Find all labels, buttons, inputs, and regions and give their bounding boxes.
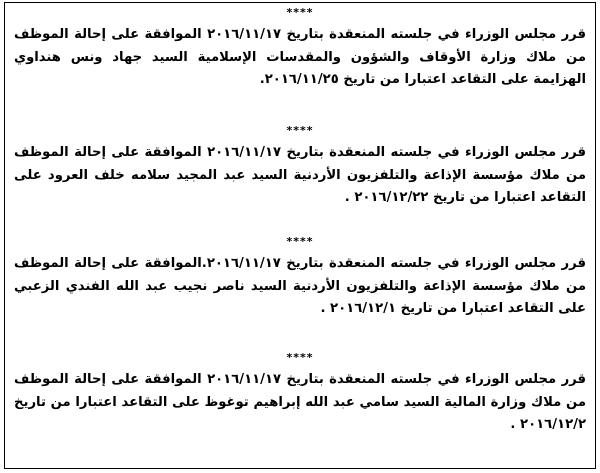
announcement-paragraph: قرر مجلس الوزراء في جلسته المنعقدة بتاريخ ٢٠١٦/١١/١٧.الموافقة على إحالة الموظف من ملاك مؤسسة الإذاعة والتلفزيون الأردنية السيد ناصر نجيب عبد الله الفندي الزعبي على التقاعد اعتبارا من تاريخ ٢٠١٦/١٢/١ .: [14, 256, 586, 316]
separator-stars: ****: [286, 6, 314, 19]
separator-stars: ****: [286, 235, 314, 248]
announcement-paragraph: قرر مجلس الوزراء في جلسته المنعقدة بتاريخ ٢٠١٦/١١/١٧ الموافقة على إحالة الموظف من ملاك مؤسسة الإذاعة والتلفزيون الأردنية السيد عبد المجيد سلامه خلف العرود على التقاعد اعتبارا من تاريخ ٢٠١٦/١٢/٢٢ .: [14, 145, 586, 205]
announcement-paragraph: قرر مجلس الوزراء في جلسته المنعقدة بتاريخ ٢٠١٦/١١/١٧ الموافقة على إحالة الموظف من ملاك وزارة المالية السيد سامي عبد الله إبراهيم توغوظ على التقاعد اعتبارا من تاريخ ٢٠١٦/١٢/٢ .: [14, 372, 586, 432]
separator-stars: ****: [286, 124, 314, 137]
separator-stars: ****: [286, 351, 314, 364]
announcement-paragraph: قرر مجلس الوزراء في جلسته المنعقدة بتاريخ ٢٠١٦/١١/١٧ الموافقة على إحالة الموظف من ملاك وزارة الأوقاف والشؤون والمقدسات الإسلامية السيد جهاد ونس هنداوي الهزايمة على التقاعد اعتبارا من تاريخ ٢٠١٦/١١/٢٥.: [14, 27, 586, 87]
